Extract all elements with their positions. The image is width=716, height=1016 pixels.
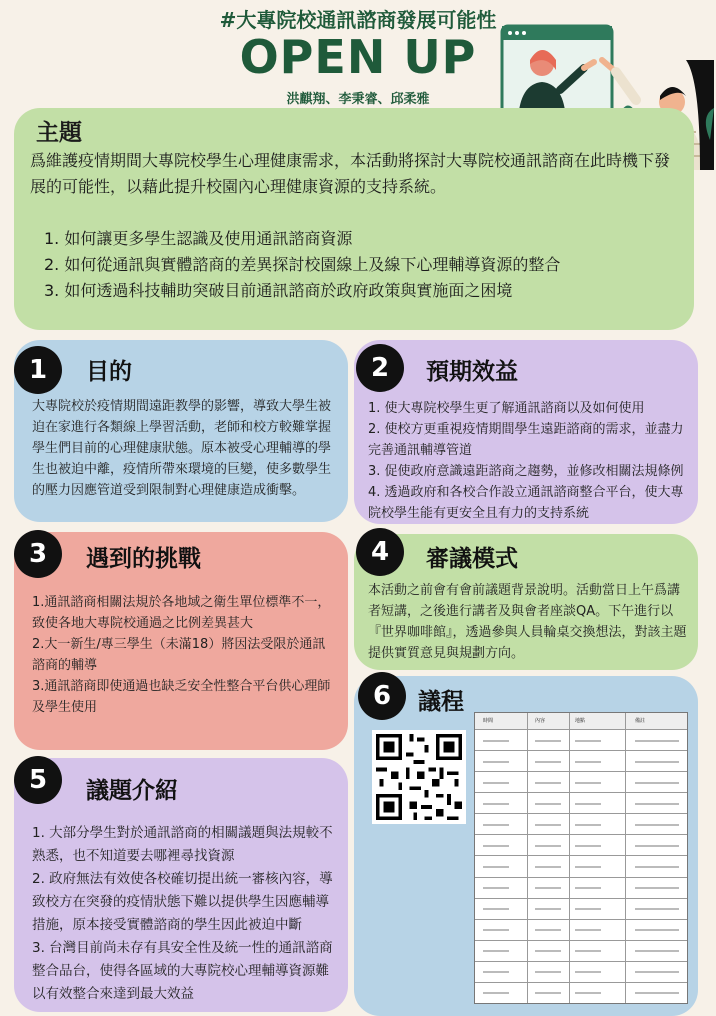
table-cell bbox=[483, 803, 509, 805]
list-item: 2. 政府無法有效使各校確切提出統一審核內容，導致校方在突發的疫情狀態下難以提供學生因應輔導措施，原本接受實體諮商的學生因此被迫中斷 bbox=[32, 871, 333, 933]
list-item: 3. 台灣目前尚未存有具安全性及統一性的通訊諮商整合品台，使得各區域的大專院校心理輔導資源難以有效整合來達到最大效益 bbox=[32, 940, 333, 1002]
section-number-badge: 5 bbox=[14, 756, 62, 804]
table-cell bbox=[535, 845, 561, 847]
table-cell bbox=[535, 950, 561, 952]
list-item: 2. 使校方更重視疫情期間學生遠距諮商的需求，並盡力完善通訊輔導管道 bbox=[368, 422, 684, 458]
table-cell bbox=[635, 782, 679, 784]
section-number-badge: 1 bbox=[14, 346, 62, 394]
table-row bbox=[475, 750, 687, 772]
table-row bbox=[475, 940, 687, 962]
table-cell bbox=[575, 929, 601, 931]
list-item: 3. 如何透過科技輔助突破目前通訊諮商於政府政策與實施面之困境 bbox=[44, 281, 513, 300]
table-cell bbox=[535, 782, 561, 784]
table-divider bbox=[625, 713, 626, 1003]
table-cell bbox=[575, 782, 601, 784]
table-cell bbox=[535, 992, 561, 994]
table-row bbox=[475, 792, 687, 814]
table-cell bbox=[575, 803, 601, 805]
table-cell bbox=[635, 971, 679, 973]
table-row bbox=[475, 919, 687, 941]
table-cell bbox=[635, 803, 679, 805]
purpose-body: 大專院校於疫情期間遠距教學的影響，導致大學生被迫在家進行各類線上學習活動，老師和校方較難掌握學生們目前的心理健康狀態。原本被受心理輔導的學生也被迫中離，疫情所帶來環境的巨變，使多數學生的壓力因應管道受到限制對心理健康造成衝擊。 bbox=[32, 399, 332, 498]
table-row bbox=[475, 855, 687, 877]
list-item: 2.大一新生/專三學生（未滿18）將因法受限於通訊諮商的輔導 bbox=[32, 637, 326, 673]
table-cell bbox=[635, 740, 679, 742]
table-divider bbox=[527, 713, 528, 1003]
benefit-title: 預期效益 bbox=[426, 359, 518, 385]
table-cell bbox=[635, 845, 679, 847]
section-number-badge: 4 bbox=[356, 528, 404, 576]
agenda-schedule-table bbox=[474, 712, 688, 1004]
table-cell bbox=[483, 845, 509, 847]
table-cell bbox=[535, 761, 561, 763]
table-cell bbox=[483, 824, 509, 826]
table-cell bbox=[535, 866, 561, 868]
table-cell bbox=[575, 887, 601, 889]
table-cell bbox=[483, 887, 509, 889]
section-number-badge: 6 bbox=[358, 672, 406, 720]
table-cell bbox=[535, 824, 561, 826]
section-number-badge: 2 bbox=[356, 344, 404, 392]
theme-title: 主題 bbox=[36, 120, 82, 146]
table-cell bbox=[575, 992, 601, 994]
table-cell bbox=[483, 950, 509, 952]
table-cell bbox=[483, 908, 509, 910]
authors: 洪麒翔、李秉睿、邱柔雅 bbox=[286, 92, 430, 107]
table-cell bbox=[575, 845, 601, 847]
table-cell bbox=[483, 971, 509, 973]
table-cell bbox=[635, 950, 679, 952]
table-header-cell: 地點 bbox=[575, 718, 586, 724]
table-cell bbox=[483, 929, 509, 931]
table-cell bbox=[483, 866, 509, 868]
qr-code-icon[interactable] bbox=[372, 730, 466, 824]
table-row bbox=[475, 729, 687, 751]
benefit-list bbox=[368, 398, 690, 524]
table-cell bbox=[535, 803, 561, 805]
table-cell bbox=[483, 761, 509, 763]
list-item: 4. 透過政府和各校合作設立通訊諮商整合平台，使大專院校學生能有更安全且有力的支持系統 bbox=[368, 485, 684, 521]
table-cell bbox=[635, 929, 679, 931]
table-cell bbox=[575, 866, 601, 868]
table-cell bbox=[575, 824, 601, 826]
table-cell bbox=[483, 782, 509, 784]
table-row bbox=[475, 982, 687, 1004]
table-row bbox=[475, 961, 687, 983]
theme-body: 爲維護疫情期間大專院校學生心理健康需求，本活動將探討大專院校通訊諮商在此時機下發展的可能性，以藉此提升校園內心理健康資源的支持系統。 bbox=[30, 151, 671, 196]
list-item: 1. 如何讓更多學生認識及使用通訊諮商資源 bbox=[44, 229, 353, 248]
table-cell bbox=[535, 887, 561, 889]
table-cell bbox=[575, 950, 601, 952]
table-cell bbox=[635, 824, 679, 826]
table-cell bbox=[575, 740, 601, 742]
table-cell bbox=[483, 992, 509, 994]
table-cell bbox=[635, 992, 679, 994]
table-cell bbox=[575, 908, 601, 910]
table-cell bbox=[635, 908, 679, 910]
topic-list bbox=[32, 822, 338, 1006]
topic-title: 議題介紹 bbox=[86, 778, 178, 804]
list-item: 2. 如何從通訊與實體諮商的差異探討校園線上及線下心理輔導資源的整合 bbox=[44, 255, 561, 274]
table-row bbox=[475, 771, 687, 793]
review-title: 審議模式 bbox=[426, 546, 518, 572]
table-cell bbox=[535, 971, 561, 973]
table-cell bbox=[575, 761, 601, 763]
table-divider bbox=[569, 713, 570, 1003]
section-number-badge: 3 bbox=[14, 530, 62, 578]
challenge-list bbox=[32, 592, 336, 718]
hashtag-title: #大專院校通訊諮商發展可能性 bbox=[219, 8, 497, 32]
table-row bbox=[475, 834, 687, 856]
list-item: 1. 大部分學生對於通訊諮商的相關議題與法規較不熟悉，也不知道要去哪裡尋找資源 bbox=[32, 825, 333, 864]
list-item: 1. 使大專院校學生更了解通訊諮商以及如何使用 bbox=[368, 401, 645, 416]
theme-list bbox=[44, 226, 684, 304]
table-cell bbox=[635, 866, 679, 868]
challenge-title: 遇到的挑戰 bbox=[86, 546, 201, 572]
agenda-title: 議程 bbox=[418, 689, 464, 715]
table-cell bbox=[535, 908, 561, 910]
table-cell bbox=[635, 887, 679, 889]
table-row bbox=[475, 813, 687, 835]
poster-title: OPEN UP bbox=[239, 30, 477, 84]
table-header bbox=[475, 713, 687, 729]
table-row bbox=[475, 898, 687, 920]
review-body: 本活動之前會有會前議題背景說明。活動當日上午爲講者短講，之後進行講者及與會者座談QA。下午進行以『世界咖啡館』，透過參與人員輪桌交換想法，對該主題提供實質意見與規劃方向。 bbox=[368, 583, 687, 661]
table-cell bbox=[575, 971, 601, 973]
table-cell bbox=[483, 740, 509, 742]
table-row bbox=[475, 877, 687, 899]
table-header-cell: 備註 bbox=[635, 718, 646, 724]
list-item: 3. 促使政府意識遠距諮商之趨勢，並修改相關法規條例 bbox=[368, 464, 684, 479]
table-cell bbox=[535, 929, 561, 931]
table-header-cell: 內容 bbox=[535, 718, 546, 724]
list-item: 3.通訊諮商即使通過也缺乏安全性整合平台供心理師及學生使用 bbox=[32, 679, 331, 715]
list-item: 1.通訊諮商相關法規於各地域之衛生單位標準不一，致使各地大專院校通過之比例差異甚大 bbox=[32, 595, 331, 631]
table-cell bbox=[535, 740, 561, 742]
table-cell bbox=[635, 761, 679, 763]
purpose-title: 目的 bbox=[86, 359, 132, 385]
table-header-cell: 時間 bbox=[483, 718, 494, 724]
